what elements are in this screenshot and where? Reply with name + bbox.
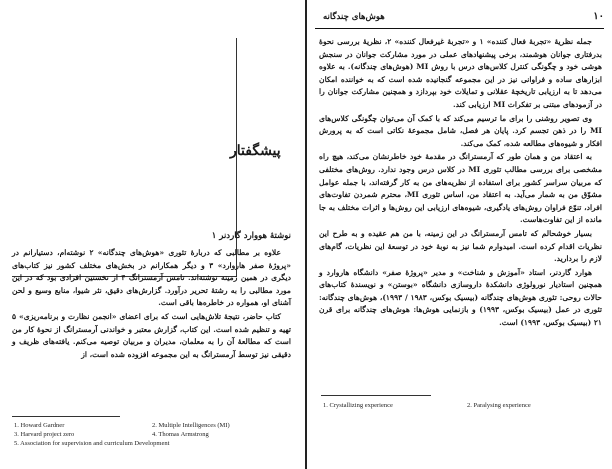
left-page bbox=[0, 0, 305, 469]
footnote: 5. Association for supervision and curriculum Development bbox=[14, 440, 170, 447]
right-page bbox=[307, 0, 612, 469]
footnote-rule bbox=[12, 416, 120, 417]
paragraph: هوارد گاردنر، استاد «آموزش و شناخت» و مدیر «پروژهٔ صفر» دانشگاه هاروارد و همچنین استادیار نورولوژی دانشکدهٔ داروسازی دانشگاه «بوستن» و نویسندهٔ کتاب‌های حالات روحی: تئوری هوش‌های چندگانه (بیسیک بوکس، ۱۹۸۳ / ۱۹۹۳)، هوش‌های چندگانه: تئوری در عمل (بیسیک بوکس، ۱۹۹۳) و بازنمایی هوش‌ها: هوش‌های چندگانه برای قرن ۲۱ (بیسیک بوکس، ۱۹۹۳) است. bbox=[319, 267, 602, 328]
footnote: 2. Paralysing experience bbox=[467, 402, 531, 409]
footnote: 2. Multiple Intelligences (MI) bbox=[152, 422, 230, 429]
footnote: 1. Crystallizing experience bbox=[323, 402, 393, 409]
paragraph: علاوه بر مطالبی که دربارهٔ تئوری «هوش‌های چندگانه» ۲ نوشته‌ام، دستیارانم در «پروژهٔ صفر هاروارد» ۳ و دیگر همکارانم در بخش‌های مختلف کشور نیز کتاب‌های دیگری در همین زمینه نوشته‌اند. تامس آرمسترانگ ۴ از نخستین افرادی بود که در این مورد مطالبی را به رشتهٔ تحریر درآورد. گزارش‌های دقیق، نثر شیوا، منابع وسیع و لحن آشنای او، همواره در خاطره‌ها باقی است. bbox=[12, 248, 291, 308]
left-body bbox=[12, 247, 291, 362]
right-body bbox=[319, 36, 602, 331]
header-rule bbox=[315, 28, 604, 29]
running-title: هوش‌های چندگانه bbox=[323, 12, 385, 22]
paragraph: بسیار خوشحالم که تامس آرمسترانگ در این زمینه، با من هم عقیده و به طرح این نظریات اقدام کرده است. امیدوارم شما نیز به نوبهٔ خود در توسعهٔ این نظریات، گام‌های لازم را بردارید. bbox=[319, 228, 602, 264]
paragraph: وی تصویر روشنی را برای ما ترسیم می‌کند که با کمک آن می‌توان چگونگی کلاس‌های MI را در ذهن تجسم کرد. پایان هر فصل، شامل مجموعهٔ نکاتی است که به پرورش افکار و شیوه‌های مطالعه شده، کمک می‌کند. bbox=[319, 113, 602, 148]
footnote: 3. Harvard project zero bbox=[14, 431, 75, 438]
paragraph: به اعتقاد من و همان طور که آرمسترانگ در مقدمهٔ خود خاطرنشان می‌کند، هیچ راه مشخصی برای بررسی مطالب تئوری MI در کلاس درس وجود ندارد. روش‌های مختلفی که مربیان سراسر کشور برای استفاده از نظریه‌های من به کار گرفته‌اند، با جمله عوامل مشوّق من به شمار می‌آید. به اعتقاد من، اساس تئوری MI، محترم شمردن تفاوت‌های افراد، تنوّع فراوان روش‌های یادگیری، شیوه‌های ارزیابی این روش‌ها و اثرات مختلف به جا مانده از این تفاوت‌هاست. bbox=[319, 152, 603, 225]
chapter-title: پیشگفتار bbox=[230, 143, 281, 159]
paragraph: کتاب حاضر، نتیجهٔ تلاش‌هایی است که برای اعضای «انجمن نظارت و برنامه‌ریزی» ۵ تهیه و تنظیم شده است. این کتاب، گزارش معتبر و خواندنی آرمسترانگ از نحوهٔ کار من است که مطالعهٔ آن را به معلمان، مدیران و مربیان توصیه می‌کنم. یافته‌های ظریف و دقیقی نیز توسط آرمسترانگ به این مجموعه افزوده شده است، از bbox=[12, 311, 291, 359]
footnote: 1. Howard Gardner bbox=[14, 422, 65, 429]
chapter-frame bbox=[12, 38, 237, 277]
footnote: 4. Thomas Armstrong bbox=[152, 431, 209, 438]
section-title: نوشتهٔ هووارد گاردنر ۱ bbox=[211, 231, 291, 241]
paragraph: جمله نظریهٔ «تجربهٔ فعال کننده» ۱ و «تجربهٔ غیرفعال کننده» ۲، نظریهٔ بررسی نحوهٔ بدرفتاری جوانان هوشمند، برخی پیشنهادهای عملی در مورد مشارکت جوانان در سنجش هوشی خود و چگونگی کنترل کلاس‌های درس با روش MI (هوش‌های چندگانه). به علاوه ابزارهای ساده و فراوانی نیز در این مجموعه گنجانیده شده است که به خواننده امکان می‌دهد تا به ارزیابی تاریخچهٔ عقلانی و تمایلات خود بپردازد و همچنین مشارکت جوانان را در آزمودهای مبتنی بر تفکرات MI ارزیابی کند. bbox=[319, 37, 602, 109]
footnote-rule bbox=[321, 395, 431, 396]
page-number: ۱۰ bbox=[593, 11, 604, 22]
running-header bbox=[315, 11, 604, 27]
